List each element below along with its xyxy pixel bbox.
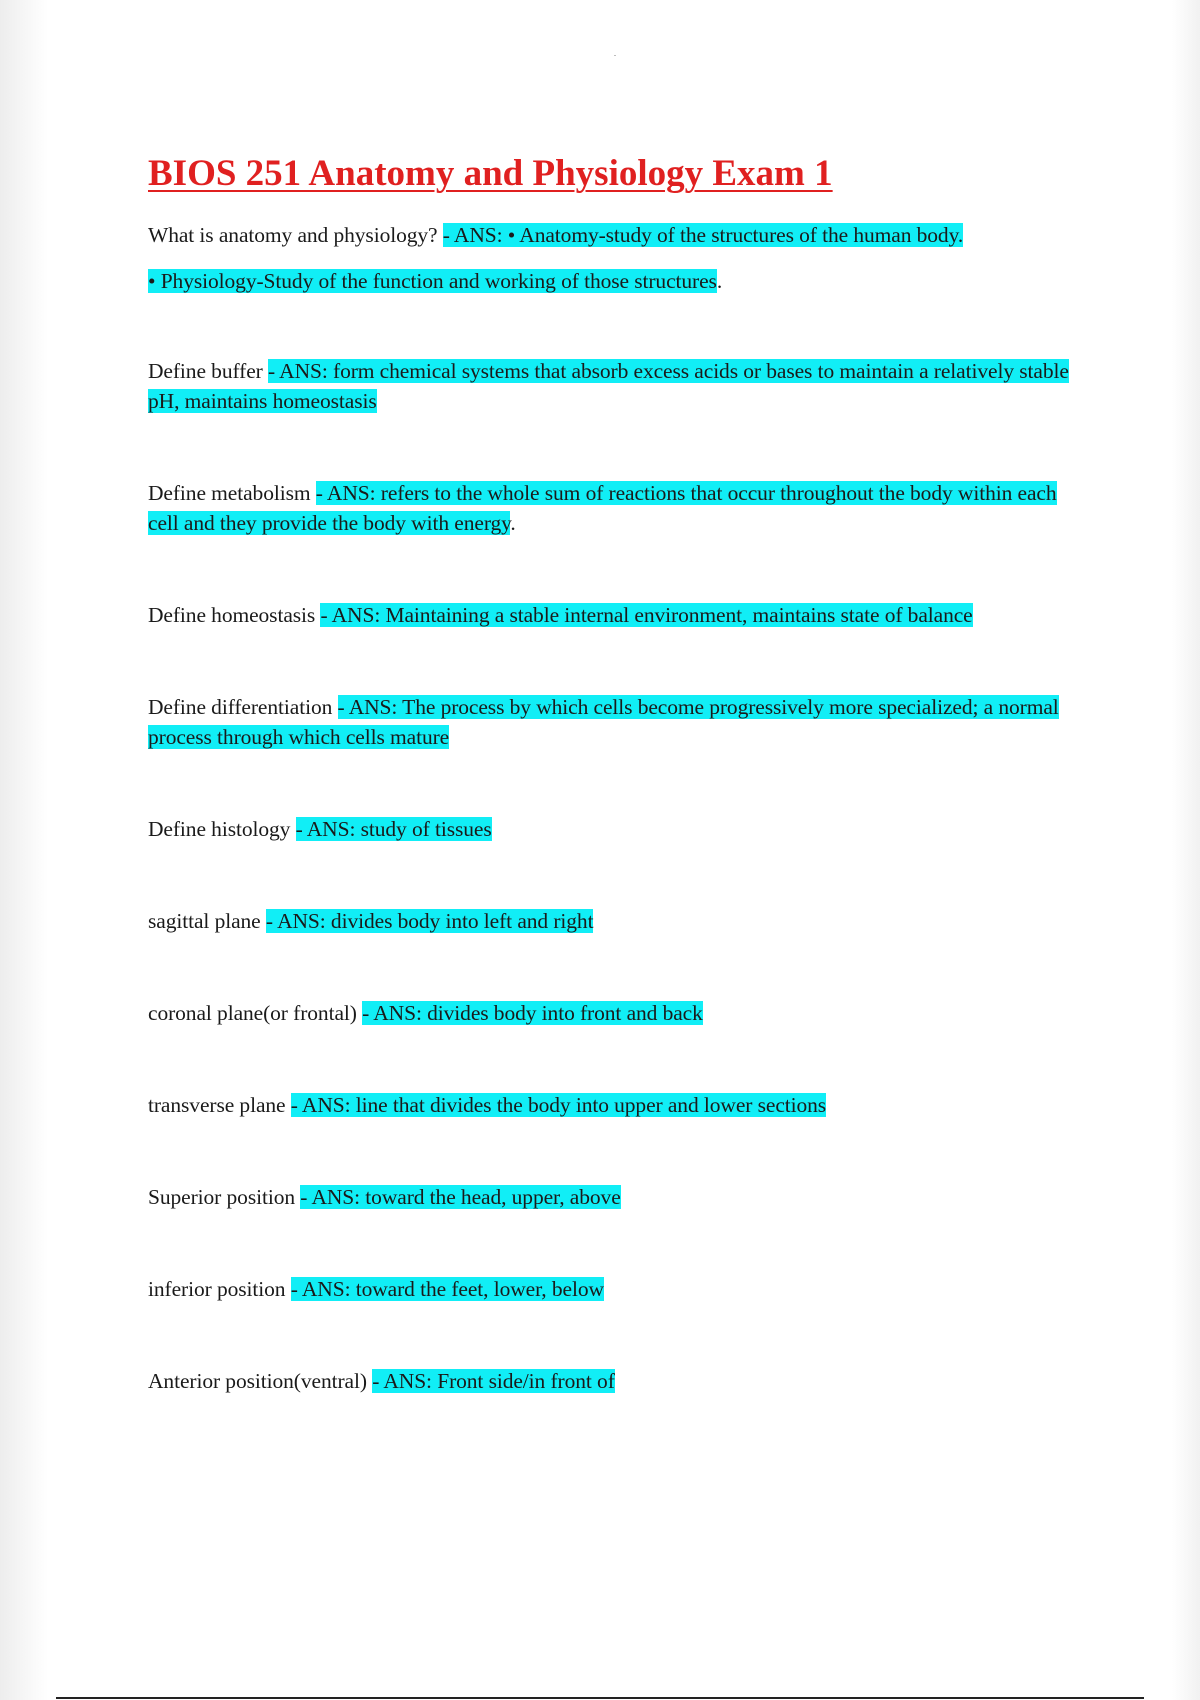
question-text: Define buffer bbox=[148, 359, 263, 383]
answer-highlight: - ANS: refers to the whole sum of reactions that occur throughout the body within each cell and they provide the body with energy bbox=[148, 481, 1057, 535]
answer-highlight: - ANS: divides body into front and back bbox=[362, 1001, 703, 1025]
question-text: Anterior position(ventral) bbox=[148, 1369, 367, 1393]
question-text: transverse plane bbox=[148, 1093, 286, 1117]
qa-item-buffer bbox=[148, 356, 1088, 416]
answer-highlight: - ANS: Front side/in front of bbox=[372, 1369, 615, 1393]
question-text: Define histology bbox=[148, 817, 291, 841]
document-title: BIOS 251 Anatomy and Physiology Exam 1 bbox=[148, 153, 833, 194]
question-text: Superior position bbox=[148, 1185, 296, 1209]
answer-highlight: - ANS: The process by which cells become progressively more specialized; a normal process through which cells mature bbox=[148, 695, 1059, 749]
footer-divider bbox=[56, 1697, 1144, 1699]
qa-item-histology bbox=[148, 814, 1088, 844]
qa-item-transverse-plane bbox=[148, 1090, 1088, 1120]
question-text: inferior position bbox=[148, 1277, 286, 1301]
qa-item-coronal-plane bbox=[148, 998, 1088, 1028]
question-text: What is anatomy and physiology? bbox=[148, 223, 438, 247]
qa-item-homeostasis bbox=[148, 600, 1088, 630]
answer-highlight: - ANS: Maintaining a stable internal environment, maintains state of balance bbox=[320, 603, 973, 627]
question-text: coronal plane(or frontal) bbox=[148, 1001, 357, 1025]
page-edge-shadow-left bbox=[0, 0, 48, 1700]
answer-suffix: . bbox=[716, 269, 723, 293]
answer-highlight: - ANS: form chemical systems that absorb excess acids or bases to maintain a relatively stable pH, maintains homeostasis bbox=[148, 359, 1069, 413]
question-text: Define homeostasis bbox=[148, 603, 316, 627]
qa-item-differentiation bbox=[148, 692, 1088, 752]
answer-highlight: - ANS: line that divides the body into upper and lower sections bbox=[290, 1093, 827, 1117]
answer-highlight: - ANS: toward the feet, lower, below bbox=[290, 1277, 604, 1301]
question-text: Define metabolism bbox=[148, 481, 311, 505]
document-body bbox=[148, 150, 1088, 1396]
answer-highlight: - ANS: toward the head, upper, above bbox=[300, 1185, 621, 1209]
answer-highlight-line2: • Physiology-Study of the function and working of those structures bbox=[148, 269, 717, 293]
scan-speck bbox=[614, 55, 616, 56]
qa-item-superior-position bbox=[148, 1182, 1088, 1212]
answer-highlight: - ANS: study of tissues bbox=[295, 817, 492, 841]
question-text: Define differentiation bbox=[148, 695, 333, 719]
qa-item-inferior-position bbox=[148, 1274, 1088, 1304]
page-edge-shadow-right bbox=[1172, 0, 1200, 1700]
qa-item-sagittal-plane bbox=[148, 906, 1088, 936]
qa-item-metabolism bbox=[148, 478, 1088, 538]
answer-highlight: - ANS: divides body into left and right bbox=[265, 909, 594, 933]
qa-item-anatomy-physiology bbox=[148, 212, 1088, 304]
qa-item-anterior-position bbox=[148, 1366, 1088, 1396]
answer-highlight: - ANS: • Anatomy-study of the structures of the human body. bbox=[442, 223, 964, 247]
answer-suffix: . bbox=[510, 511, 516, 535]
question-text: sagittal plane bbox=[148, 909, 261, 933]
